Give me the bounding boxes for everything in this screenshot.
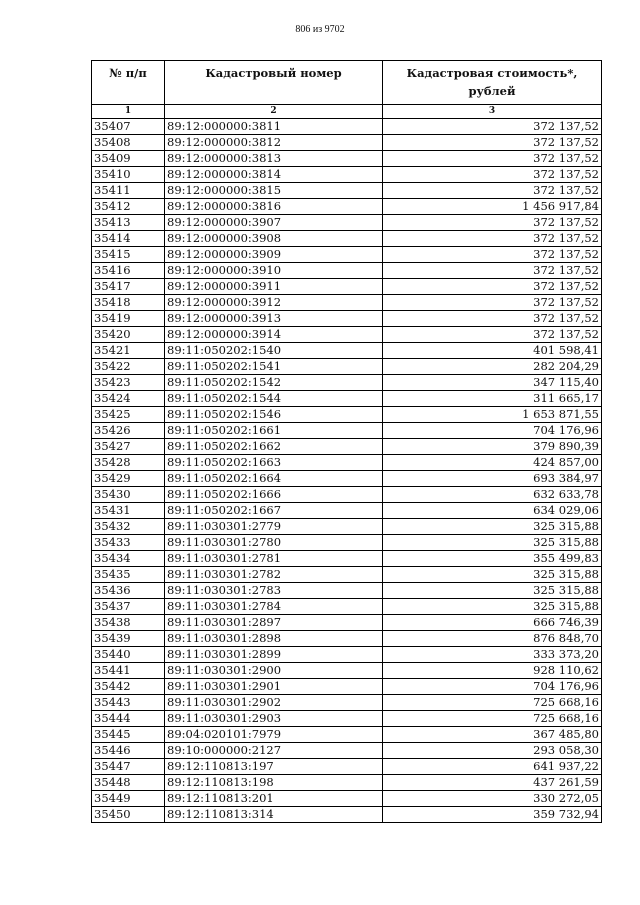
- row-number: 35434: [92, 551, 165, 567]
- cadastral-number: 89:11:030301:2783: [165, 583, 383, 599]
- row-number: 35418: [92, 295, 165, 311]
- table-row: [92, 119, 602, 135]
- table-row: [92, 615, 602, 631]
- table-row: [92, 727, 602, 743]
- cadastral-number: 89:11:050202:1662: [165, 439, 383, 455]
- row-number: 35409: [92, 151, 165, 167]
- row-number: 35436: [92, 583, 165, 599]
- cadastral-value: 325 315,88: [383, 535, 602, 551]
- cadastral-value: 401 598,41: [383, 343, 602, 359]
- cadastral-value: 704 176,96: [383, 679, 602, 695]
- cadastral-number: 89:12:000000:3811: [165, 119, 383, 135]
- row-number: 35450: [92, 807, 165, 823]
- table-row: [92, 551, 602, 567]
- table-row: [92, 423, 602, 439]
- table-row: [92, 247, 602, 263]
- table-row: [92, 567, 602, 583]
- cadastral-number: 89:12:000000:3812: [165, 135, 383, 151]
- row-number: 35407: [92, 119, 165, 135]
- table-row: [92, 759, 602, 775]
- row-number: 35424: [92, 391, 165, 407]
- row-number: 35441: [92, 663, 165, 679]
- cadastral-value: 372 137,52: [383, 279, 602, 295]
- cadastral-number: 89:11:030301:2780: [165, 535, 383, 551]
- row-number: 35414: [92, 231, 165, 247]
- row-number: 35427: [92, 439, 165, 455]
- table-row: [92, 663, 602, 679]
- row-number: 35430: [92, 487, 165, 503]
- table-row: [92, 311, 602, 327]
- row-number: 35431: [92, 503, 165, 519]
- cadastral-value: 325 315,88: [383, 599, 602, 615]
- column-number-3: 3: [383, 105, 602, 119]
- column-number-2: 2: [165, 105, 383, 119]
- header-cadastral-number: Кадастровый номер: [165, 61, 383, 105]
- cadastral-value: 325 315,88: [383, 567, 602, 583]
- row-number: 35449: [92, 791, 165, 807]
- cadastral-number: 89:11:030301:2903: [165, 711, 383, 727]
- table-row: [92, 215, 602, 231]
- row-number: 35429: [92, 471, 165, 487]
- table-row: [92, 135, 602, 151]
- cadastral-value: 704 176,96: [383, 423, 602, 439]
- cadastral-value: 311 665,17: [383, 391, 602, 407]
- cadastral-value: 725 668,16: [383, 711, 602, 727]
- row-number: 35445: [92, 727, 165, 743]
- cadastral-value: 372 137,52: [383, 151, 602, 167]
- cadastral-number: 89:11:030301:2782: [165, 567, 383, 583]
- cadastral-number: 89:11:050202:1540: [165, 343, 383, 359]
- cadastral-value: 379 890,39: [383, 439, 602, 455]
- row-number: 35437: [92, 599, 165, 615]
- row-number: 35416: [92, 263, 165, 279]
- cadastral-value: 325 315,88: [383, 583, 602, 599]
- row-number: 35443: [92, 695, 165, 711]
- cadastral-number: 89:11:030301:2779: [165, 519, 383, 535]
- cadastral-value: 1 456 917,84: [383, 199, 602, 215]
- table-row: [92, 151, 602, 167]
- row-number: 35446: [92, 743, 165, 759]
- table-row: [92, 599, 602, 615]
- table-row: [92, 679, 602, 695]
- cadastral-value: 372 137,52: [383, 311, 602, 327]
- row-number: 35411: [92, 183, 165, 199]
- cadastral-value: 293 058,30: [383, 743, 602, 759]
- cadastral-value: 372 137,52: [383, 167, 602, 183]
- cadastral-number: 89:11:030301:2901: [165, 679, 383, 695]
- cadastral-number: 89:11:050202:1546: [165, 407, 383, 423]
- cadastral-value: 359 732,94: [383, 807, 602, 823]
- row-number: 35422: [92, 359, 165, 375]
- cadastral-value: 632 633,78: [383, 487, 602, 503]
- cadastral-value: 325 315,88: [383, 519, 602, 535]
- row-number: 35444: [92, 711, 165, 727]
- cadastral-number: 89:12:110813:201: [165, 791, 383, 807]
- row-number: 35415: [92, 247, 165, 263]
- cadastral-value: 372 137,52: [383, 263, 602, 279]
- row-number: 35413: [92, 215, 165, 231]
- row-number: 35419: [92, 311, 165, 327]
- table-row: [92, 359, 602, 375]
- page-number: 806 из 9702: [295, 24, 345, 35]
- cadastral-value: 634 029,06: [383, 503, 602, 519]
- cadastral-value: 693 384,97: [383, 471, 602, 487]
- table-row: [92, 583, 602, 599]
- cadastral-number: 89:11:030301:2897: [165, 615, 383, 631]
- column-number-1: 1: [92, 105, 165, 119]
- row-number: 35425: [92, 407, 165, 423]
- cadastral-number: 89:11:050202:1544: [165, 391, 383, 407]
- cadastral-number: 89:11:030301:2784: [165, 599, 383, 615]
- cadastral-number: 89:12:000000:3912: [165, 295, 383, 311]
- cadastral-number: 89:11:050202:1666: [165, 487, 383, 503]
- row-number: 35412: [92, 199, 165, 215]
- cadastral-number: 89:12:000000:3913: [165, 311, 383, 327]
- row-number: 35421: [92, 343, 165, 359]
- table-row: [92, 183, 602, 199]
- table-row: [92, 455, 602, 471]
- table-row: [92, 487, 602, 503]
- cadastral-number: 89:12:000000:3816: [165, 199, 383, 215]
- cadastral-number: 89:11:030301:2781: [165, 551, 383, 567]
- cadastral-value: 372 137,52: [383, 215, 602, 231]
- cadastral-value: 347 115,40: [383, 375, 602, 391]
- table-row: [92, 263, 602, 279]
- cadastral-number: 89:10:000000:2127: [165, 743, 383, 759]
- table-row: [92, 535, 602, 551]
- cadastral-value: 372 137,52: [383, 183, 602, 199]
- table-row: [92, 695, 602, 711]
- cadastral-number: 89:12:110813:198: [165, 775, 383, 791]
- cadastral-value: 928 110,62: [383, 663, 602, 679]
- cadastral-value: 424 857,00: [383, 455, 602, 471]
- cadastral-number: 89:12:110813:197: [165, 759, 383, 775]
- cadastral-number: 89:11:050202:1541: [165, 359, 383, 375]
- cadastral-value: 282 204,29: [383, 359, 602, 375]
- table-row: [92, 343, 602, 359]
- cadastral-number: 89:12:000000:3909: [165, 247, 383, 263]
- table-row: [92, 391, 602, 407]
- column-number-row: [92, 105, 602, 119]
- table-row: [92, 503, 602, 519]
- cadastral-number: 89:04:020101:7979: [165, 727, 383, 743]
- cadastral-number: 89:11:030301:2898: [165, 631, 383, 647]
- table-row: [92, 231, 602, 247]
- cadastral-value: 666 746,39: [383, 615, 602, 631]
- cadastral-number: 89:12:000000:3910: [165, 263, 383, 279]
- cadastral-value: 372 137,52: [383, 119, 602, 135]
- table-row: [92, 743, 602, 759]
- cadastral-number: 89:11:030301:2902: [165, 695, 383, 711]
- cadastral-number: 89:12:000000:3907: [165, 215, 383, 231]
- cadastral-value: 355 499,83: [383, 551, 602, 567]
- table-row: [92, 471, 602, 487]
- cadastral-number: 89:11:050202:1663: [165, 455, 383, 471]
- table-row: [92, 775, 602, 791]
- table-row: [92, 791, 602, 807]
- cadastral-value: 330 272,05: [383, 791, 602, 807]
- cadastral-value: 641 937,22: [383, 759, 602, 775]
- row-number: 35408: [92, 135, 165, 151]
- cadastral-number: 89:11:050202:1661: [165, 423, 383, 439]
- row-number: 35448: [92, 775, 165, 791]
- row-number: 35433: [92, 535, 165, 551]
- row-number: 35417: [92, 279, 165, 295]
- cadastral-value: 333 373,20: [383, 647, 602, 663]
- row-number: 35428: [92, 455, 165, 471]
- row-number: 35423: [92, 375, 165, 391]
- row-number: 35439: [92, 631, 165, 647]
- cadastral-number: 89:11:030301:2900: [165, 663, 383, 679]
- cadastral-number: 89:12:000000:3911: [165, 279, 383, 295]
- header-number: № п/п: [92, 61, 165, 105]
- table-row: [92, 439, 602, 455]
- row-number: 35435: [92, 567, 165, 583]
- cadastral-value: 367 485,80: [383, 727, 602, 743]
- cadastral-value: 372 137,52: [383, 135, 602, 151]
- table-row: [92, 279, 602, 295]
- table-row: [92, 711, 602, 727]
- table-row: [92, 519, 602, 535]
- cadastral-value: 876 848,70: [383, 631, 602, 647]
- table-row: [92, 807, 602, 823]
- header-row: [92, 61, 602, 105]
- cadastral-value: 372 137,52: [383, 327, 602, 343]
- table-row: [92, 327, 602, 343]
- cadastral-number: 89:12:000000:3815: [165, 183, 383, 199]
- cadastral-value: 372 137,52: [383, 295, 602, 311]
- cadastral-table: [91, 60, 602, 823]
- row-number: 35440: [92, 647, 165, 663]
- table-row: [92, 199, 602, 215]
- header-cadastral-value: Кадастровая стоимость*, рублей: [383, 61, 602, 105]
- row-number: 35438: [92, 615, 165, 631]
- cadastral-number: 89:12:000000:3908: [165, 231, 383, 247]
- cadastral-number: 89:11:050202:1542: [165, 375, 383, 391]
- cadastral-number: 89:11:030301:2899: [165, 647, 383, 663]
- row-number: 35432: [92, 519, 165, 535]
- cadastral-number: 89:12:110813:314: [165, 807, 383, 823]
- cadastral-value: 725 668,16: [383, 695, 602, 711]
- cadastral-value: 1 653 871,55: [383, 407, 602, 423]
- cadastral-value: 372 137,52: [383, 231, 602, 247]
- table-row: [92, 375, 602, 391]
- row-number: 35410: [92, 167, 165, 183]
- table-row: [92, 167, 602, 183]
- row-number: 35442: [92, 679, 165, 695]
- cadastral-number: 89:11:050202:1664: [165, 471, 383, 487]
- cadastral-number: 89:12:000000:3914: [165, 327, 383, 343]
- cadastral-value: 437 261,59: [383, 775, 602, 791]
- row-number: 35420: [92, 327, 165, 343]
- table-row: [92, 295, 602, 311]
- row-number: 35426: [92, 423, 165, 439]
- cadastral-number: 89:11:050202:1667: [165, 503, 383, 519]
- table-row: [92, 647, 602, 663]
- cadastral-number: 89:12:000000:3814: [165, 167, 383, 183]
- row-number: 35447: [92, 759, 165, 775]
- cadastral-number: 89:12:000000:3813: [165, 151, 383, 167]
- table-row: [92, 631, 602, 647]
- table-row: [92, 407, 602, 423]
- cadastral-value: 372 137,52: [383, 247, 602, 263]
